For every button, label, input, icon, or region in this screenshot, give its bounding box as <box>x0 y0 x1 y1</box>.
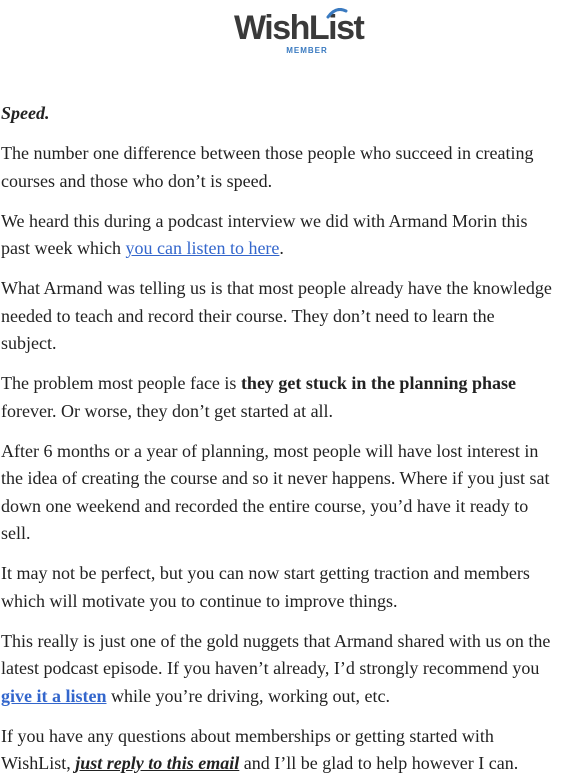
logo-subtitle: MEMBER <box>286 46 328 55</box>
reply-emphasis: just reply to this email <box>75 753 240 773</box>
paragraph-6: It may not be perfect, but you can now start getting traction and members which will motivate you to continue to improve things. <box>1 563 530 611</box>
paragraph-3: What Armand was telling us is that most people already have the knowledge needed to teach and record their course. They don’t need to learn the subject. <box>1 278 552 353</box>
email-body <box>1 100 580 774</box>
paragraph-7: This really is just one of the gold nuggets that Armand shared with us on the latest podcast episode. If you haven’t already, I’d strongly recommend you give it a listen while you’re driving, working out, etc. <box>1 630 551 706</box>
paragraph-4: The problem most people face is they get stuck in the planning phase forever. Or worse, they don’t get started at all. <box>1 373 516 421</box>
bold-emphasis: they get stuck in the planning phase <box>240 373 516 393</box>
paragraph-5: After 6 months or a year of planning, most people will have lost interest in the idea of creating the course and so it never happens. Where if you just sat down one weekend and recorded the entire course, you’d have it ready to sell. <box>1 440 550 543</box>
logo-wordmark: WishList <box>234 9 364 47</box>
email-heading: Speed. <box>1 103 50 123</box>
paragraph-2: We heard this during a podcast interview we did with Armand Morin this past week which you can listen to here. <box>1 210 528 258</box>
paragraph-1: The number one difference between those people who succeed in creating courses and those who don’t is speed. <box>1 143 534 191</box>
logo-swoosh-icon <box>326 8 348 20</box>
wishlist-member-logo <box>234 8 364 64</box>
paragraph-8: If you have any questions about memberships or getting started with WishList, just reply to this email and I’ll be glad to help however I can. <box>1 725 519 773</box>
podcast-link[interactable]: you can listen to here <box>125 238 280 258</box>
give-it-a-listen-link[interactable]: give it a listen <box>1 685 107 706</box>
